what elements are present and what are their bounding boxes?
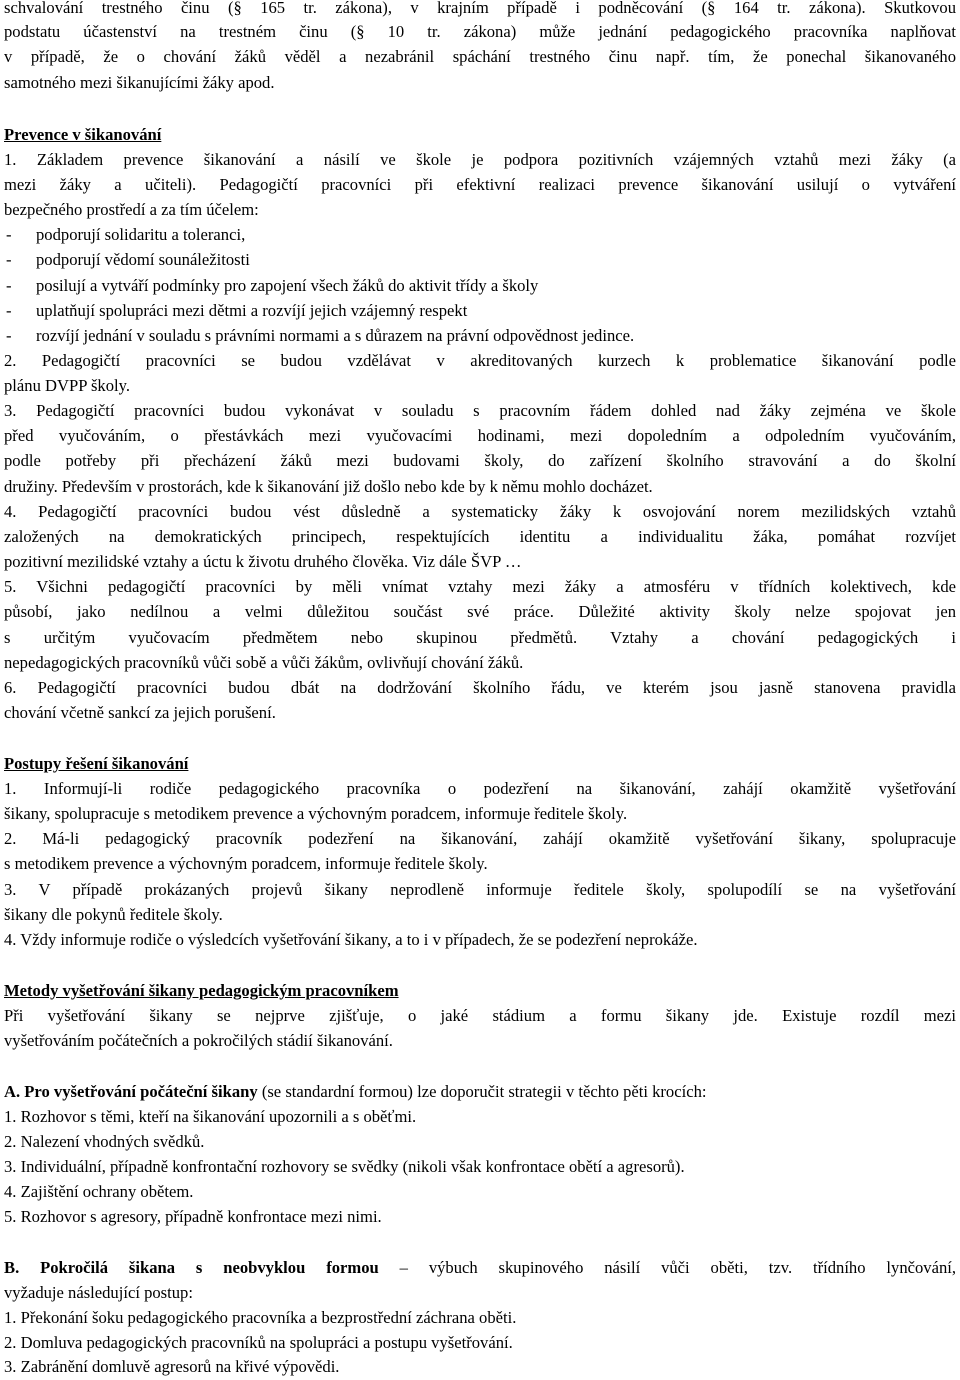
bullet-dash: - xyxy=(6,326,12,345)
section-b-title: B. Pokročilá šikana s neobvyklou formou xyxy=(4,1258,379,1277)
text-line: bezpečného prostředí a za tím účelem: xyxy=(4,200,259,219)
bullet-dash: - xyxy=(6,301,12,320)
text-line: Při vyšetřování šikany se nejprve zjišťuje, o jaké stádium a formu šikany jde. Existuje rozdíl mezi xyxy=(4,1006,956,1025)
text-line: před vyučováním, o přestávkách mezi vyučovacími hodinami, mezi dopoledním a odpoledním vyučováním, xyxy=(4,426,956,445)
bullet-item xyxy=(6,324,634,348)
text-line: družiny. Především v prostorách, kde k šikanování již došlo nebo kde by k němu mohlo docházet. xyxy=(4,477,653,496)
text-line: plánu DVPP školy. xyxy=(4,376,131,395)
text-line: pozitivní mezilidské vztahy a úctu k životu druhého člověka. Viz dále ŠVP … xyxy=(4,552,522,571)
bullet-item xyxy=(6,299,467,323)
text-line: 6. Pedagogičtí pracovníci budou dbát na dodržování školního řádu, ve kterém jsou jasně stanovena pravidla xyxy=(4,678,956,697)
text-line: 5. Všichni pedagogičtí pracovníci by měli vnímat vztahy mezi žáky a atmosféru v třídních kolektivech, kde xyxy=(4,577,956,596)
text-line: 2. Pedagogičtí pracovníci se budou vzdělávat v akreditovaných kurzech k problematice šikanování podle xyxy=(4,351,956,370)
section-heading-prevence: Prevence v šikanování xyxy=(4,125,162,144)
text-line: samotného mezi šikanujícími žáky apod. xyxy=(4,73,275,92)
step-item: 3. Individuální, případně konfrontační rozhovory se svědky (nikoli však konfrontace obětí a agresorů). xyxy=(4,1157,685,1176)
step-item: 2. Domluva pedagogických pracovníků na spolupráci a postupu vyšetřování. xyxy=(4,1333,513,1352)
bullet-text: podporují solidaritu a toleranci, xyxy=(36,225,246,244)
step-item: 1. Překonání šoku pedagogického pracovníka a bezprostřední záchrana oběti. xyxy=(4,1308,517,1327)
text-line: schvalování trestného činu (§ 165 tr. zákona), v krajním případě i podněcování (§ 164 tr. zákona). Skutkovou xyxy=(4,0,956,17)
bullet-text: podporují vědomí sounáležitosti xyxy=(36,250,250,269)
text-line: 3. V případě prokázaných projevů šikany neprodleně informuje ředitele školy, spolupodílí se na vyšetřování xyxy=(4,880,956,899)
text-line: s metodikem prevence a výchovným poradcem, informuje ředitele školy. xyxy=(4,854,488,873)
text-line: 4. Pedagogičtí pracovníci budou vést důsledně a systematicky žáky k osvojování norem mezilidských vztahů xyxy=(4,502,956,521)
step-item: 3. Zabránění domluvě agresorů na křivé výpovědi. xyxy=(4,1357,340,1376)
section-a-intro xyxy=(4,1080,956,1104)
text-line: nepedagogických pracovníků vůči sobě a vůči žákům, ovlivňují chování žáků. xyxy=(4,653,524,672)
text-line: podle potřeby při přecházení žáků mezi budovami školy, do zařízení školního stravování a do školní xyxy=(4,451,956,470)
step-item: 5. Rozhovor s agresory, případně konfrontace mezi nimi. xyxy=(4,1207,382,1226)
step-item: 4. Zajištění ochrany obětem. xyxy=(4,1182,194,1201)
section-heading-metody: Metody vyšetřování šikany pedagogickým pracovníkem xyxy=(4,981,399,1000)
section-b-intro xyxy=(4,1256,956,1280)
text-line: chování včetně sankcí za jejich porušení. xyxy=(4,703,276,722)
text-line: 1. Základem prevence šikanování a násilí ve škole je podpora pozitivních vzájemných vztahů mezi žáky (a xyxy=(4,150,956,169)
section-a-text: (se standardní formou) lze doporučit strategii v těchto pěti krocích: xyxy=(257,1082,707,1101)
text-line: vyžaduje následující postup: xyxy=(4,1283,193,1302)
text-line: podstatu účastenství na trestném činu (§ 10 tr. zákona) může jednání pedagogického pracovníka naplňovat xyxy=(4,22,956,41)
text-line: 4. Vždy informuje rodiče o výsledcích vyšetřování šikany, a to i v případech, že se podezření neprokáže. xyxy=(4,930,698,949)
text-line: 2. Má-li pedagogický pracovník podezření na šikanování, zahájí okamžitě vyšetřování šikany, spolupracuje xyxy=(4,829,956,848)
text-line: šikany, spolupracuje s metodikem prevence a výchovným poradcem, informuje ředitele školy. xyxy=(4,804,628,823)
text-line: 1. Informují-li rodiče pedagogického pracovníka o podezření na šikanování, zahájí okamžitě vyšetřování xyxy=(4,779,956,798)
text-line: vyšetřováním počátečních a pokročilých stádií šikanování. xyxy=(4,1031,393,1050)
bullet-item xyxy=(6,274,538,298)
text-line: působí, jako nedílnou a velmi důležitou součást své práce. Důležité aktivity školy nelze spojovat jen xyxy=(4,602,956,621)
text-line: s určitým vyučovacím předmětem nebo skupinou předmětů. Vztahy a chování pedagogických i xyxy=(4,628,956,647)
bullet-text: rozvíjí jednání v souladu s právními normami a s důrazem na právní odpovědnost jedince. xyxy=(36,326,635,345)
text-line: založených na demokratických principech, respektujících identitu a individualitu žáka, pomáhat rozvíjet xyxy=(4,527,956,546)
bullet-dash: - xyxy=(6,276,12,295)
bullet-dash: - xyxy=(6,250,12,269)
step-item: 1. Rozhovor s těmi, kteří na šikanování upozornili a s oběťmi. xyxy=(4,1107,417,1126)
text-line: 3. Pedagogičtí pracovníci budou vykonávat v souladu s pracovním řádem dohled nad žáky zejména ve škole xyxy=(4,401,956,420)
bullet-item xyxy=(6,223,245,247)
text-line: mezi žáky a učiteli). Pedagogičtí pracovníci při efektivní realizaci prevence šikanování usilují o vytváření xyxy=(4,175,956,194)
section-a-title: A. Pro vyšetřování počáteční šikany xyxy=(4,1082,258,1101)
bullet-text: uplatňují spolupráci mezi dětmi a rozvíjí jejich vzájemný respekt xyxy=(36,301,468,320)
step-item: 2. Nalezení vhodných svědků. xyxy=(4,1132,205,1151)
section-heading-postupy: Postupy řešení šikanování xyxy=(4,754,189,773)
section-b-text: – výbuch skupinového násilí vůči oběti, tzv. třídního lynčování, xyxy=(378,1258,956,1277)
bullet-item xyxy=(6,248,250,272)
bullet-dash: - xyxy=(6,225,12,244)
text-line: v případě, že o chování žáků věděl a nezabránil spáchání trestného činu např. tím, že ponechal šikanovaného xyxy=(4,47,956,66)
text-line: šikany dle pokynů ředitele školy. xyxy=(4,905,223,924)
bullet-text: posilují a vytváří podmínky pro zapojení všech žáků do aktivit třídy a školy xyxy=(36,276,539,295)
